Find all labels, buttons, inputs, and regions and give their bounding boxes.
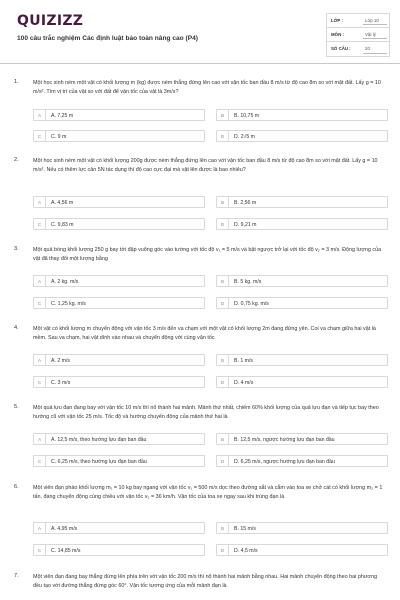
option-c[interactable]	[33, 544, 205, 556]
option-letter: B	[217, 110, 229, 121]
option-text: C. 9 m	[51, 134, 67, 140]
meta-label: SỐ CÂU :	[331, 46, 351, 51]
option-text: A. 12,5 m/s, theo hướng lựu đạn ban đầu	[51, 437, 147, 443]
question-1	[14, 79, 390, 149]
meta-row-subject	[327, 28, 389, 42]
question-number: 1.	[14, 79, 19, 85]
question-text: Một học sinh ném một vật có khối lượng m (kg) được ném thẳng đứng lên cao với vận tốc ban đầu 8 m/s từ độ cao 8m so với mặt đất. Lấy g = 10 m/s². Tìm vị trí của vật so với đất để vận tốc của vật là 3m/s?	[33, 80, 381, 95]
option-b[interactable]	[216, 433, 388, 445]
header	[0, 0, 400, 64]
option-letter: B	[217, 355, 229, 366]
question-text: Một viên đạn đang bay thẳng đứng lên phía trên với vận tốc 200 m/s thì nổ thành hai mảnh bằng nhau. Hai mảnh chuyển động theo hai phương đều tạo với đường thẳng đứng góc 60°. Vận tốc tương ứng của mỗi mảnh đạn là	[33, 574, 377, 589]
option-text: D. 4 m/s	[234, 380, 254, 386]
option-text: B. 12,5 m/s, ngược hướng lựu đạn ban đầu	[234, 437, 335, 443]
question-7	[14, 573, 390, 600]
meta-row-grade	[327, 14, 389, 28]
question-3	[14, 246, 390, 316]
option-letter: A	[34, 276, 46, 287]
option-text: A. 4,95 m/s	[51, 526, 78, 532]
option-d[interactable]	[216, 218, 388, 230]
option-c[interactable]	[33, 130, 205, 142]
option-letter: C	[34, 377, 46, 388]
option-d[interactable]	[216, 544, 388, 556]
option-text: A. 7,25 m	[51, 113, 74, 119]
option-a[interactable]	[33, 109, 205, 121]
option-text: C. 3 m/s	[51, 380, 71, 386]
option-letter: D	[217, 377, 229, 388]
option-a[interactable]	[33, 275, 205, 287]
question-number: 5.	[14, 404, 19, 410]
option-c[interactable]	[33, 376, 205, 388]
option-letter: A	[34, 523, 46, 534]
question-number: 4.	[14, 325, 19, 331]
meta-label: MÔN :	[331, 32, 344, 37]
option-letter: A	[34, 110, 46, 121]
option-text: B. 1 m/s	[234, 358, 254, 364]
option-text: B. 10,75 m	[234, 113, 260, 119]
question-number: 6.	[14, 484, 19, 490]
question-number: 7.	[14, 573, 19, 579]
header-divider	[0, 63, 400, 64]
option-a[interactable]	[33, 433, 205, 445]
option-a[interactable]	[33, 522, 205, 534]
option-text: C. 9,83 m	[51, 222, 74, 228]
option-letter: C	[34, 219, 46, 230]
question-number: 3.	[14, 246, 19, 252]
option-letter: C	[34, 545, 46, 556]
option-text: B. 2,56 m	[234, 200, 257, 206]
option-letter: C	[34, 131, 46, 142]
meta-label: LỚP :	[331, 18, 343, 23]
meta-underline	[363, 24, 387, 25]
document-title: 100 câu trắc nghiệm Các định luật bảo toàn nâng cao (P4)	[17, 35, 198, 42]
question-5	[14, 404, 390, 474]
option-d[interactable]	[216, 130, 388, 142]
question-2	[14, 157, 390, 237]
option-text: A. 2 m/s	[51, 358, 71, 364]
option-c[interactable]	[33, 455, 205, 467]
option-text: D. 0,75 kg. m/s	[234, 301, 269, 307]
meta-underline	[363, 38, 387, 39]
option-text: C. 1,25 kg. m/s	[51, 301, 86, 307]
option-letter: D	[217, 545, 229, 556]
option-letter: D	[217, 131, 229, 142]
option-letter: D	[217, 298, 229, 309]
option-text: C. 6,25 m/s, theo hướng lựu đạn ban đầu	[51, 459, 147, 465]
meta-value: Vật lý	[365, 32, 376, 37]
quizizz-logo[interactable]: QUIZIZZ	[17, 13, 84, 29]
option-a[interactable]	[33, 354, 205, 366]
option-b[interactable]	[216, 522, 388, 534]
meta-value: Lớp 10	[365, 18, 379, 23]
meta-underline	[363, 53, 387, 54]
meta-box	[326, 13, 390, 57]
option-d[interactable]	[216, 376, 388, 388]
option-c[interactable]	[33, 218, 205, 230]
option-letter: C	[34, 456, 46, 467]
option-text: D. 2√5 m	[234, 134, 256, 140]
option-c[interactable]	[33, 297, 205, 309]
option-text: C. 14,85 m/s	[51, 548, 81, 554]
option-letter: C	[34, 298, 46, 309]
option-b[interactable]	[216, 196, 388, 208]
option-text: A. 4,56 m	[51, 200, 74, 206]
option-text: D. 4,5 m/s	[234, 548, 258, 554]
option-text: D. 9,21 m	[234, 222, 257, 228]
option-text: B. 5 kg. m/s	[234, 279, 262, 285]
option-text: B. 15 m/s	[234, 526, 256, 532]
question-4	[14, 325, 390, 395]
question-text: Một quả lựu đạn đang bay với vận tốc 10 m/s thì nổ thành hai mảnh. Mảnh thứ nhất, chiếm 60% khối lượng của quả lựu đạn và tiếp tục bay theo hướng cũ với vận tốc 25 m/s. Tốc độ và hướng chuyển động của mảnh thứ hai là	[33, 405, 379, 420]
option-letter: B	[217, 523, 229, 534]
option-b[interactable]	[216, 354, 388, 366]
option-letter: A	[34, 355, 46, 366]
option-letter: B	[217, 434, 229, 445]
option-letter: D	[217, 219, 229, 230]
option-letter: B	[217, 197, 229, 208]
option-letter: A	[34, 197, 46, 208]
option-a[interactable]	[33, 196, 205, 208]
question-number: 2.	[14, 157, 19, 163]
option-b[interactable]	[216, 109, 388, 121]
option-text: D. 6,25 m/s, ngược hướng lựu đạn ban đầu	[234, 459, 335, 465]
question-text: Một viên đạn pháo khối lượng m₁ = 10 kg bay ngang với vận tốc v₁ = 500 m/s dọc theo đường sắt và cắm vào toa xe chở cát có khối lượng m₂ = 1 tấn, đang chuyển động cùng chiều với vận tốc v₂ = 36 km/h. Vận tốc của toa xe ngay sau khi trúng đạn là	[33, 485, 383, 500]
option-text: A. 2 kg. m/s	[51, 279, 79, 285]
option-letter: B	[217, 276, 229, 287]
question-text: Một quả bóng khối lượng 250 g bay tới đập vuông góc vào tường với tốc độ v₁ = 5 m/s và bật ngược trở lại với tốc độ v₂ = 3 m/s. Động lượng của vật đã thay đổi một lượng bằng	[33, 247, 382, 262]
option-d[interactable]	[216, 297, 388, 309]
option-b[interactable]	[216, 275, 388, 287]
option-letter: A	[34, 434, 46, 445]
option-d[interactable]	[216, 455, 388, 467]
question-text: Một vật có khối lượng m chuyển động với vận tốc 3 m/s đến va chạm với một vật có khối lượng 2m đang đứng yên. Coi va chạm giữa hai vật là mềm. Sau va chạm, hai vật dính vào nhau và chuyển động với cùng vận tốc	[33, 326, 376, 341]
meta-row-count	[327, 42, 389, 56]
question-6	[14, 484, 390, 564]
meta-value: 20	[365, 46, 370, 51]
option-letter: D	[217, 456, 229, 467]
question-text: Một học sinh ném một vật có khối lượng 200g được ném thẳng đứng lên cao với vận tốc ban đầu 8 m/s từ độ cao 8m so với mặt đất. Lấy g = 10 m/s². Nếu có thêm lực cản 5N tác dụng thì độ cao cực đại mà vật lên được là bao nhiêu?	[33, 158, 378, 173]
